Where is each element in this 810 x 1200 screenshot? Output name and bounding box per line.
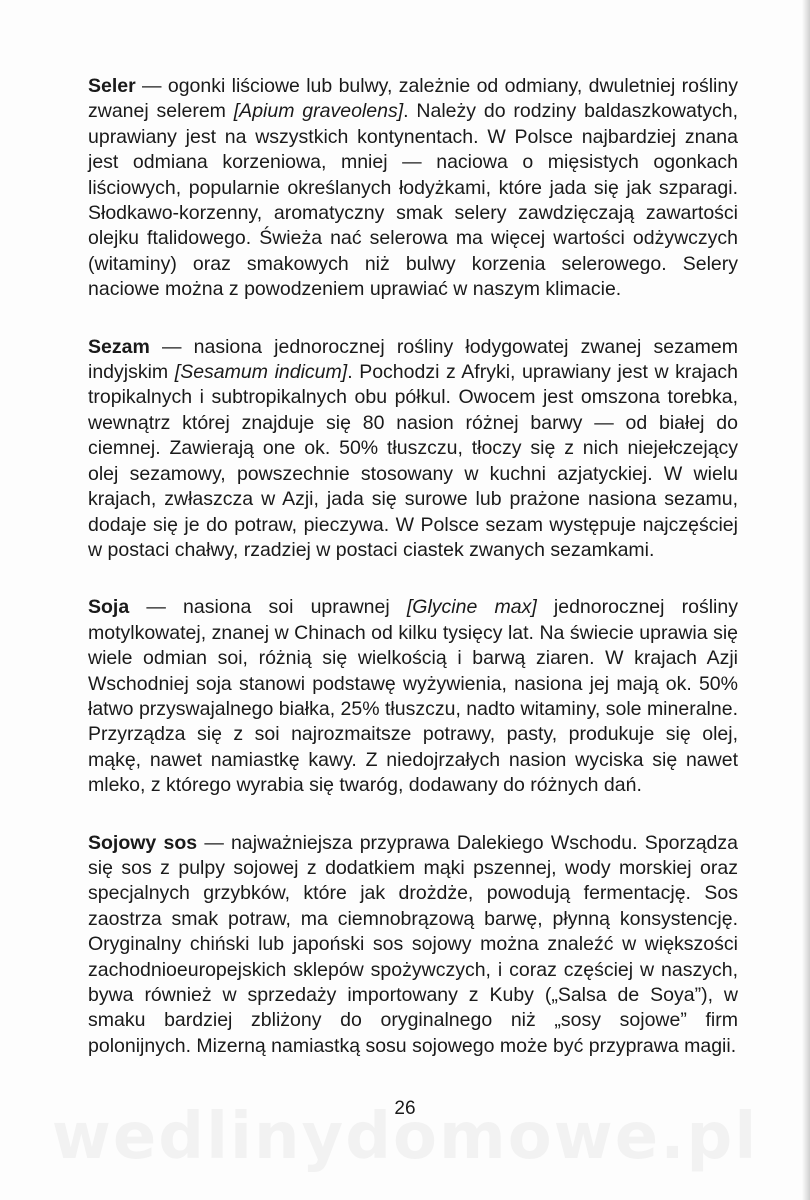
page-number: 26	[394, 1098, 416, 1119]
entry-term: Soja	[88, 596, 130, 619]
entry-text: — ogonki liściowe lub bulwy, zależnie od odmiany, dwuletniej rośliny zwanej selerem	[88, 75, 738, 123]
latin-name: [Glycine max]	[406, 596, 537, 619]
scan-shadow-edge	[802, 0, 810, 1200]
latin-name: [Sesamum indicum]	[174, 361, 348, 384]
entry-sezam	[88, 335, 738, 564]
entry-text: jednorocznej rośliny motylkowatej, znanej w Chinach od kilku tysięcy lat. Na świecie uprawia się wiele odmian soi, różnią się wielkością i barwą ziaren. W krajach Azji Wschodniej soja stanowi podstawę wyżywienia, nasiona jej mają ok. 50% łatwo przyswajalnego białka, 25% tłuszczu, nadto witaminy, sole mineralne. Przyrządza się z soi najrozmaitsze potrawy, pasty, produkuje się olej, mąkę, nawet namiastkę kawy. Z niedojrzałych nasion wyciska się nawet mleko, z którego wyrabia się twaróg, dodawany do różnych dań.	[88, 596, 738, 797]
entry-text: . Pochodzi z Afryki, uprawiany jest w krajach tropikalnych i subtropikalnych obu półkul. Owocem jest omszona torebka, wewnątrz której znajduje się 80 nasion różnej barwy — od białej do ciemnej. Zawierają one ok. 50% tłuszczu, tłoczy się z nich niejełczejący olej sezamowy, powszechnie stosowany w kuchni azjatyckiej. W wielu krajach, zwłaszcza w Azji, jada się surowe lub prażone nasiona sezamu, dodaje się je do potraw, pieczywa. W Polsce sezam występuje najczęściej w postaci chałwy, rzadziej w postaci ciastek zwanych sezamkami.	[88, 361, 738, 561]
entry-term: Sojowy sos	[88, 831, 198, 854]
entry-text: — nasiona jednorocznej rośliny łodygowatej zwanej sezamem indyjskim	[88, 335, 738, 384]
entry-text: — najważniejsza przyprawa Dalekiego Wschodu. Sporządza się sos z pulpy sojowej z dodatkiem mąki pszennej, wody morskiej oraz specjalnych grzybków, które jak drożdże, powodują fermentację. Sos zaostrza smak potraw, ma ciemnobrązową barwę, płynną konsystencję. Oryginalny chiński lub japoński sos sojowy można znaleźć w większości zachodnioeuropejskich sklepów spożywczych, i coraz częściej w naszych, bywa również w sprzedaży importowany z Kuby („Salsa de Soya”), w smaku bardziej zbliżony do oryginalnego niż „sosy sojowe” firm polonijnych. Mizerną namiastką sosu sojowego może być przyprawa magii.	[88, 831, 738, 1057]
entry-term: Seler	[88, 75, 136, 97]
text-column	[88, 74, 738, 1091]
entry-text: . Należy do rodziny baldaszkowatych, uprawiany jest na wszystkich kontynentach. W Polsce najbardziej znana jest odmiana korzeniowa, mniej — naciowa o mięsistych ogonkach liściowych, popularnie określanych łodyżkami, które jada się jak szparagi. Słodkawo-korzenny, aromatyczny smak selery zawdzięczają zawartości olejku ftalidowego. Świeża nać selerowa ma więcej wartości odżywczych (witaminy) oraz smakowych niż bulwy korzenia selerowego. Selery naciowe można z powodzeniem uprawiać w naszym klimacie.	[88, 100, 739, 301]
entry-sojowy-sos	[88, 831, 738, 1060]
entry-seler	[88, 74, 738, 303]
entry-soja	[88, 595, 738, 798]
entry-term: Sezam	[88, 335, 150, 358]
latin-name: [Apium graveolens]	[233, 100, 404, 123]
entry-text: — nasiona soi uprawnej	[129, 596, 407, 619]
